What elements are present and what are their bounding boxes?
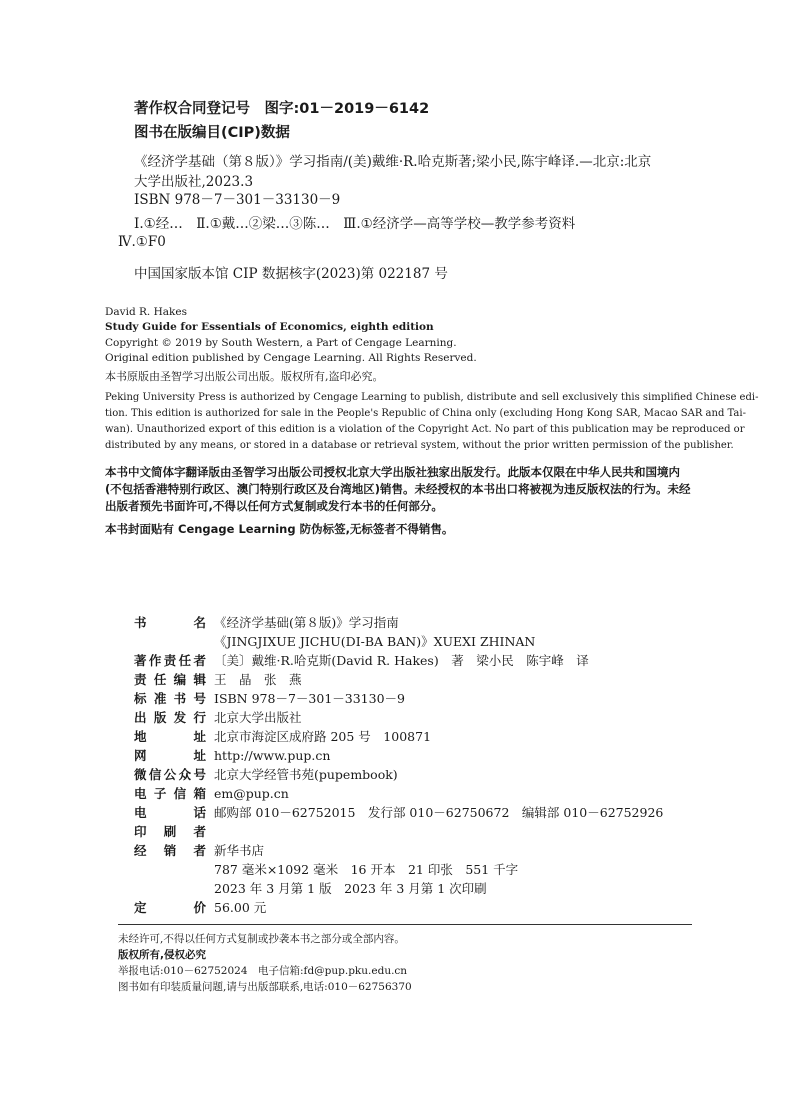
info-label: 标准书号: [134, 691, 206, 706]
info-label: 电话: [134, 805, 206, 820]
info-value: 邮购部 010－62752015 发行部 010－62750672 编辑部 010－62752926: [214, 805, 664, 820]
info-label: 地址: [134, 729, 206, 744]
info-row-title: [134, 613, 399, 631]
info-row-email: [134, 784, 289, 802]
info-label: 印刷者: [134, 824, 206, 839]
copyright-line-2: Original edition published by Cengage Learning. All Rights Reserved.: [105, 352, 477, 364]
info-value: 2023 年 3 月第 1 版 2023 年 3 月第 1 次印刷: [214, 881, 487, 896]
footer-notice-1: 未经许可,不得以任何方式复制或抄袭本书之部分或全部内容。: [118, 933, 405, 945]
original-author: David R. Hakes: [105, 306, 187, 318]
license-cn-line-1: 本书中文简体字翻译版由圣智学习出版公司授权北京大学出版社独家出版发行。此版本仅限在中华人民共和国境内: [105, 465, 680, 479]
license-cn-line-2: (不包括香港特别行政区、澳门特别行政区及台湾地区)销售。未经授权的本书出口将被视为违反版权法的行为。未经: [105, 482, 691, 496]
info-label: 微信公众号: [134, 767, 206, 782]
cip-isbn: ISBN 978－7－301－33130－9: [134, 192, 341, 208]
info-row-phone: [134, 803, 663, 821]
info-row-editor: [134, 670, 302, 688]
license-para-line-2: tion. This edition is authorized for sale in the People's Republic of China only (excluding Hong Kong SAR, Macao SAR and Tai-: [105, 408, 746, 419]
divider-rule: [118, 924, 692, 925]
info-row-publisher: [134, 708, 302, 726]
copyright-line-1: Copyright © 2019 by South Western, a Part of Cengage Learning.: [105, 337, 457, 349]
cip-data-number: 中国国家版本馆 CIP 数据核字(2023)第 022187 号: [134, 266, 448, 282]
info-row-format: [134, 860, 518, 878]
info-value: 北京市海淀区成府路 205 号 100871: [214, 729, 432, 744]
cip-classification-line-2: Ⅳ.①F0: [118, 234, 166, 250]
info-label: 出版发行: [134, 710, 206, 725]
copyright-line-3: 本书原版由圣智学习出版公司出版。版权所有,盗印必究。: [105, 370, 384, 383]
info-row-title-pinyin: [134, 632, 535, 650]
cip-classification-line-1: Ⅰ.①经… Ⅱ.①戴…②梁…③陈… Ⅲ.①经济学—高等学校—教学参考资料: [134, 216, 576, 232]
info-value: 787 毫米×1092 毫米 16 开本 21 印张 551 千字: [214, 862, 519, 877]
info-row-distributor: [134, 841, 264, 859]
cip-heading: 图书在版编目(CIP)数据: [134, 125, 290, 141]
info-label: 经销者: [134, 843, 206, 858]
info-value: ISBN 978－7－301－33130－9: [214, 691, 405, 706]
footer-report-contact: 举报电话:010－62752024 电子信箱:fd@pup.pku.edu.cn: [118, 965, 408, 977]
original-title: Study Guide for Essentials of Economics, eighth edition: [105, 321, 434, 333]
license-para-line-4: distributed by any means, or stored in a database or retrieval system, without the prior written permission of the publisher.: [105, 440, 734, 451]
info-value: 北京大学经管书苑(pupembook): [214, 767, 398, 782]
info-value: 56.00 元: [214, 900, 267, 915]
license-para-line-3: wan). Unauthorized export of this edition is a violation of the Copyright Act. No part of this publication may be reproduced or: [105, 424, 745, 435]
info-label: 网址: [134, 748, 206, 763]
info-row-price: [134, 898, 266, 916]
info-row-author: [134, 651, 589, 669]
cip-entry-line-1: 《经济学基础（第８版）》学习指南/(美)戴维·R.哈克斯著;梁小民,陈宇峰译.—北京:北京: [134, 154, 652, 170]
info-value: 《经济学基础(第８版)》学习指南: [214, 615, 399, 630]
info-label: 电子信箱: [134, 786, 206, 801]
license-para-line-1: Peking University Press is authorized by Cengage Learning to publish, distribute and sell exclusively this simplified Chinese edi-: [105, 392, 759, 403]
info-value: 《JINGJIXUE JICHU(DI-BA BAN)》XUEXI ZHINAN: [214, 634, 536, 649]
copyright-registration-line: 著作权合同登记号 图字:01－2019－6142: [134, 101, 430, 117]
footer-rights: 版权所有,侵权必究: [118, 949, 206, 961]
info-value: 〔美〕戴维·R.哈克斯(David R. Hakes) 著 梁小民 陈宇峰 译: [214, 653, 589, 668]
info-value: http://www.pup.cn: [214, 748, 331, 763]
info-row-printer: [134, 822, 214, 840]
info-value: 新华书店: [214, 843, 265, 858]
license-cn-line-3: 出版者预先书面许可,不得以任何方式复制或发行本书的任何部分。: [105, 499, 443, 513]
info-row-edition: [134, 879, 487, 897]
info-value: em@pup.cn: [214, 786, 289, 801]
info-label: 著作责任者: [134, 653, 206, 668]
info-row-address: [134, 727, 431, 745]
info-value: 王 晶 张 燕: [214, 672, 302, 687]
anti-counterfeit-notice: 本书封面贴有 Cengage Learning 防伪标签,无标签者不得销售。: [105, 522, 454, 536]
footer-quality-contact: 图书如有印装质量问题,请与出版部联系,电话:010－62756370: [118, 981, 412, 993]
cip-entry-line-2: 大学出版社,2023.3: [134, 174, 254, 190]
info-label: 责任编辑: [134, 672, 206, 687]
info-value: 北京大学出版社: [214, 710, 302, 725]
info-row-isbn: [134, 689, 405, 707]
info-row-website: [134, 746, 330, 764]
info-label: 书名: [134, 615, 206, 630]
info-label: 定价: [134, 900, 206, 915]
info-row-wechat: [134, 765, 398, 783]
